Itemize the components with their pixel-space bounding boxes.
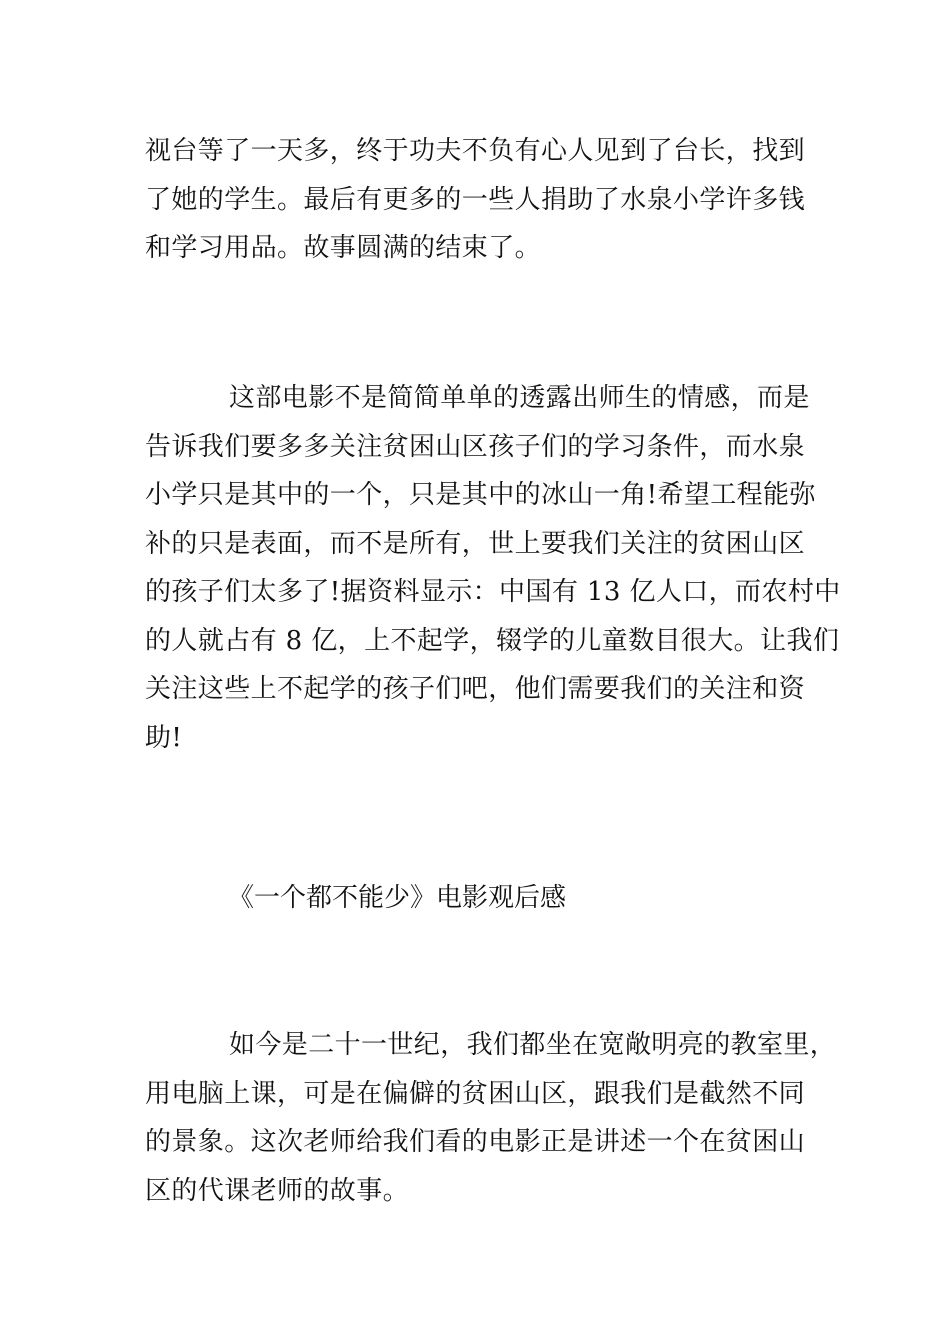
section-title: 《一个都不能少》电影观后感 (228, 883, 567, 913)
text-line: 视台等了一天多，终于功夫不负有心人见到了台长，找到 (145, 136, 806, 166)
text-line: 区的代课老师的故事。 (145, 1175, 410, 1206)
paragraph-continuation (145, 127, 835, 273)
text-line: 和学习用品。故事圆满的结束了。 (145, 233, 542, 263)
text-line: 如今是二十一世纪，我们都坐在宽敞明亮的教室里， (229, 1030, 837, 1060)
text-line: 的人就占有 8 亿，上不起学，辍学的儿童数目很大。让我们 (145, 625, 840, 656)
text-line: 小学只是其中的一个，只是其中的冰山一角!希望工程能弥 (145, 480, 816, 510)
text-line: 了她的学生。最后有更多的一些人捐助了水泉小学许多钱 (145, 184, 806, 215)
text-line: 助! (145, 722, 183, 753)
text-line: 关注这些上不起学的孩子们吧，他们需要我们的关注和资 (145, 674, 806, 704)
paragraph-reflection (145, 374, 841, 762)
text-line: 告诉我们要多多关注贫困山区孩子们的学习条件，而水泉 (145, 431, 806, 462)
text-line: 用电脑上课，可是在偏僻的贫困山区，跟我们是截然不同 (145, 1078, 806, 1109)
text-line: 的景象。这次老师给我们看的电影正是讲述一个在贫困山 (145, 1127, 806, 1157)
text-line: 这部电影不是简简单单的透露出师生的情感，而是 (229, 383, 810, 413)
text-line: 补的只是表面，而不是所有，世上要我们关注的贫困山区 (145, 528, 806, 559)
text-line: 的孩子们太多了!据资料显示：中国有 13 亿人口，而农村中 (145, 577, 841, 607)
paragraph-intro (145, 1021, 835, 1215)
